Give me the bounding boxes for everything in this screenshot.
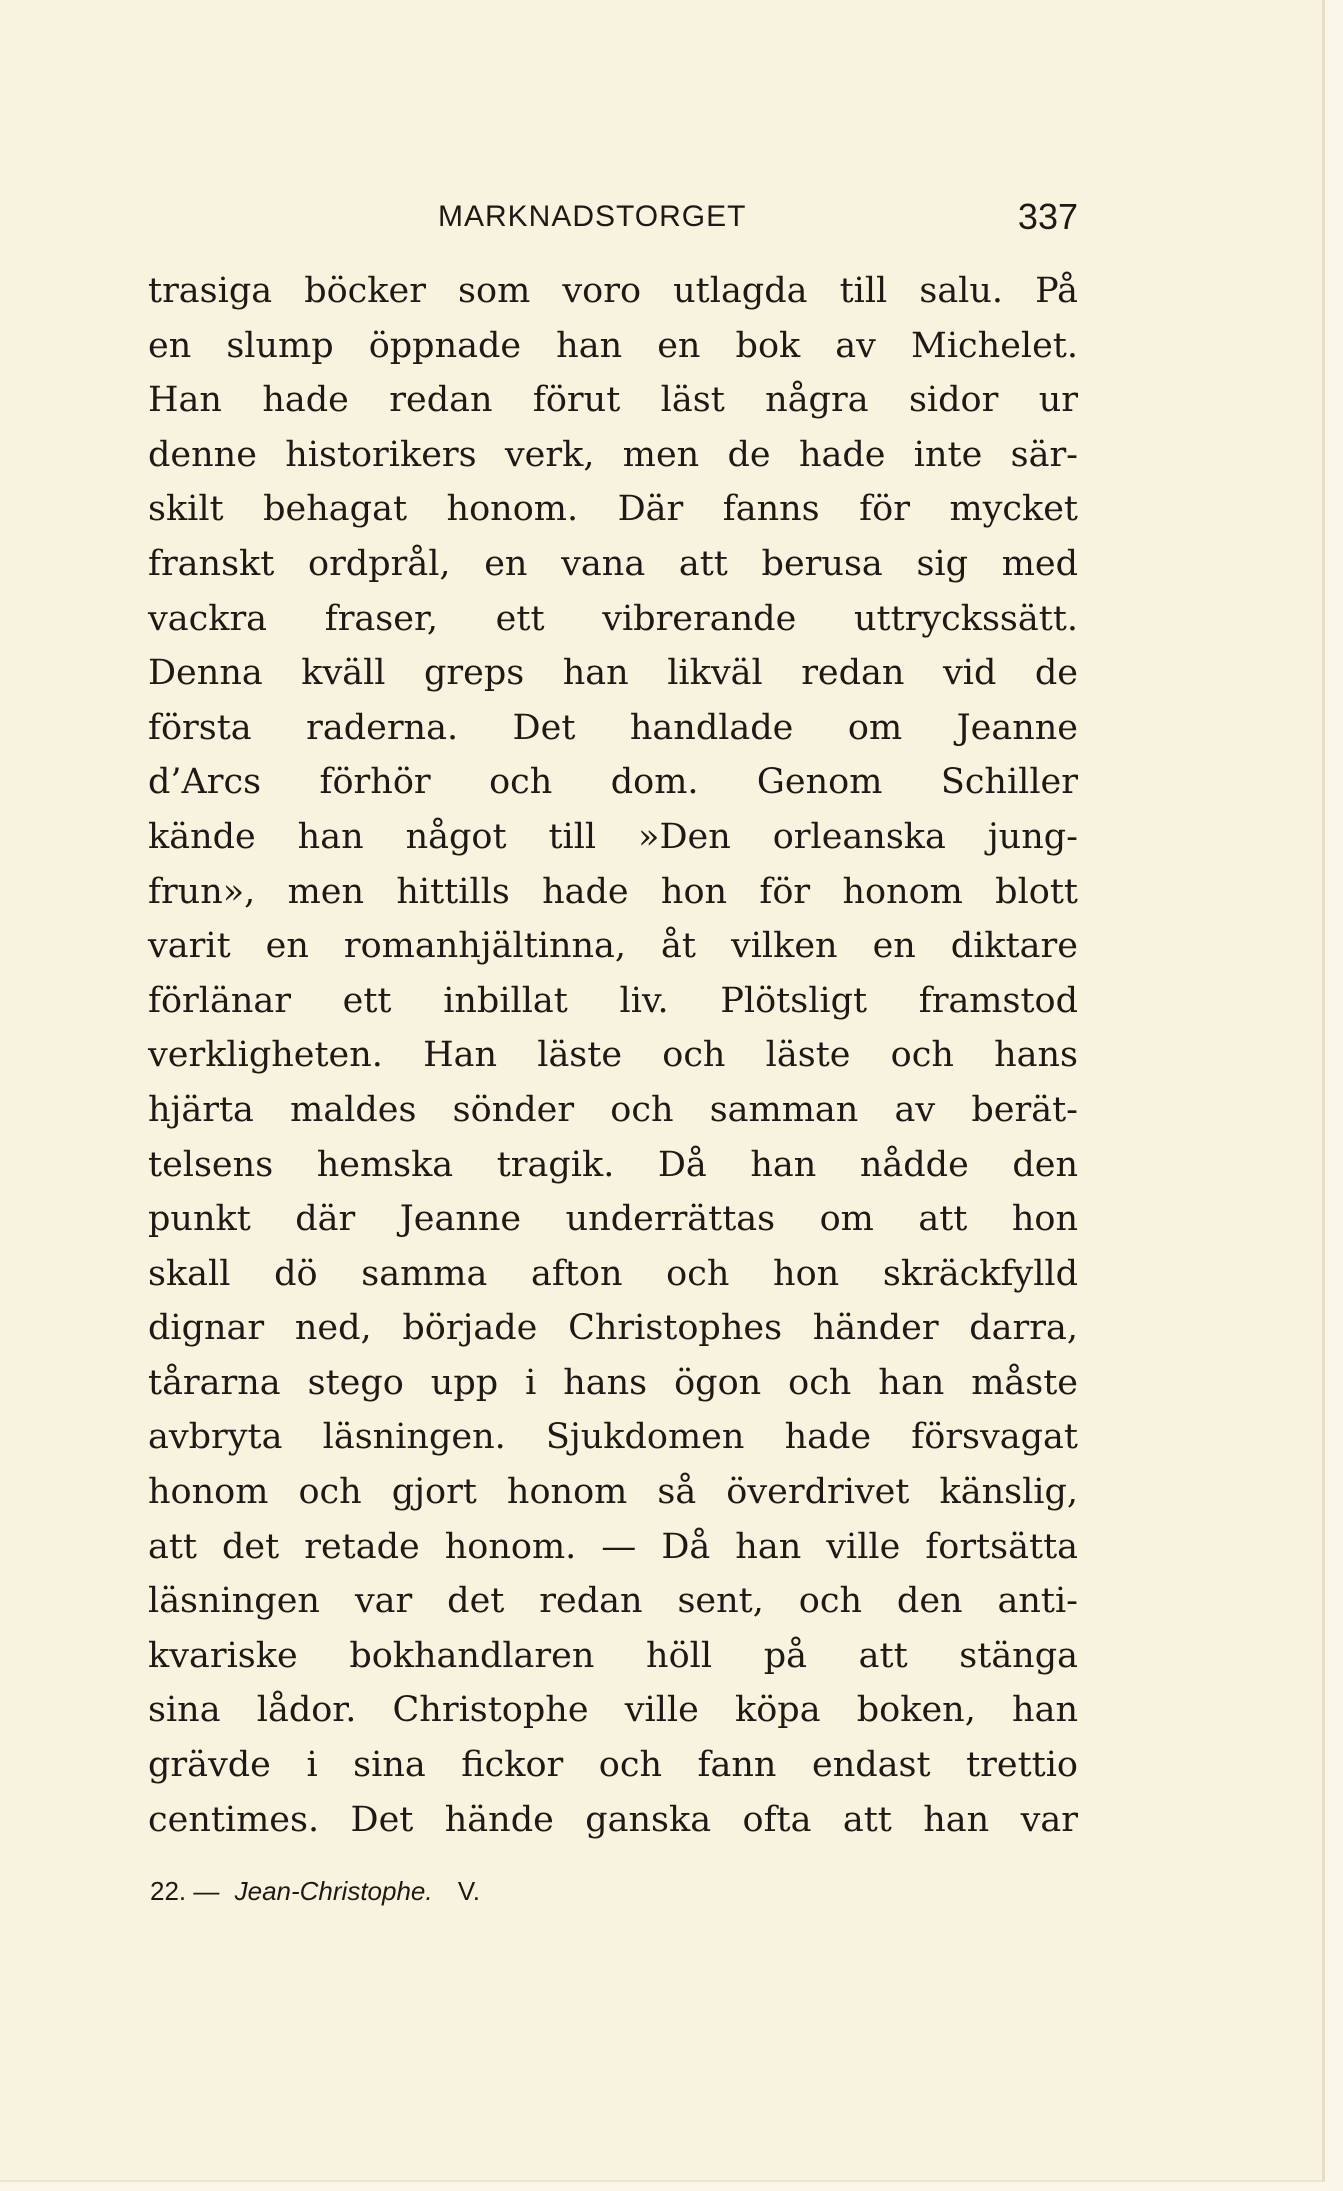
text-line: kände han något till »Den orleanska jung- [148,816,1078,857]
text-line: punkt där Jeanne underrättas om att hon [148,1199,1078,1240]
footer-signature [150,1876,480,1907]
text-line: verkligheten. Han läste och läste och hans [148,1035,1078,1076]
volume-number: V. [457,1876,481,1906]
text-line: avbryta läsningen. Sjukdomen hade försvagat [148,1417,1078,1458]
text-line: varit en romanhjältinna, åt vilken en diktare [148,926,1078,967]
text-line: franskt ordprål, en vana att berusa sig med [148,543,1078,584]
book-title: Jean-Christophe. [234,1876,433,1906]
body-text [148,264,1078,1847]
text-line: skall dö samma afton och hon skräckfylld [148,1253,1078,1294]
text-line: en slump öppnade han en bok av Michelet. [148,325,1078,366]
text-line: förlänar ett inbillat liv. Plötsligt framstod [148,980,1078,1021]
text-line: dignar ned, började Christophes händer darra, [148,1308,1078,1349]
text-line: första raderna. Det handlade om Jeanne [148,707,1078,748]
text-line: frun», men hittills hade hon för honom blott [148,871,1078,912]
page-number: 337 [1017,196,1078,237]
running-title: MARKNADSTORGET [438,200,747,233]
text-line: Han hade redan förut läst några sidor ur [148,380,1078,421]
signature-mark: 22. — [150,1876,220,1906]
text-line: kvariske bokhandlaren höll på att stänga [148,1635,1078,1676]
text-line: skilt behagat honom. Där fanns för mycket [148,489,1078,530]
text-line: läsningen var det redan sent, och den anti- [148,1581,1078,1622]
text-line: tårarna stego upp i hans ögon och han måste [148,1362,1078,1403]
text-line: att det retade honom. — Då han ville fortsätta [148,1526,1078,1567]
text-line: hjärta maldes sönder och samman av berät- [148,1089,1078,1130]
text-line: grävde i sina fickor och fann endast trettio [148,1745,1078,1786]
text-line: denne historikers verk, men de hade inte sär- [148,434,1078,475]
text-line: honom och gjort honom så överdrivet känslig, [148,1472,1078,1513]
text-line: trasiga böcker som voro utlagda till salu. På [148,271,1078,311]
text-line: d’Arcs förhör och dom. Genom Schiller [148,762,1078,803]
text-line: telsens hemska tragik. Då han nådde den [148,1144,1078,1185]
text-line: centimes. Det hände ganska ofta att han var [148,1799,1078,1840]
running-head [148,196,1078,244]
text-line: sina lådor. Christophe ville köpa boken, han [148,1690,1078,1731]
text-line: Denna kväll greps han likväl redan vid de [148,653,1078,694]
text-line: vackra fraser, ett vibrerande uttryckssätt. [148,598,1078,639]
